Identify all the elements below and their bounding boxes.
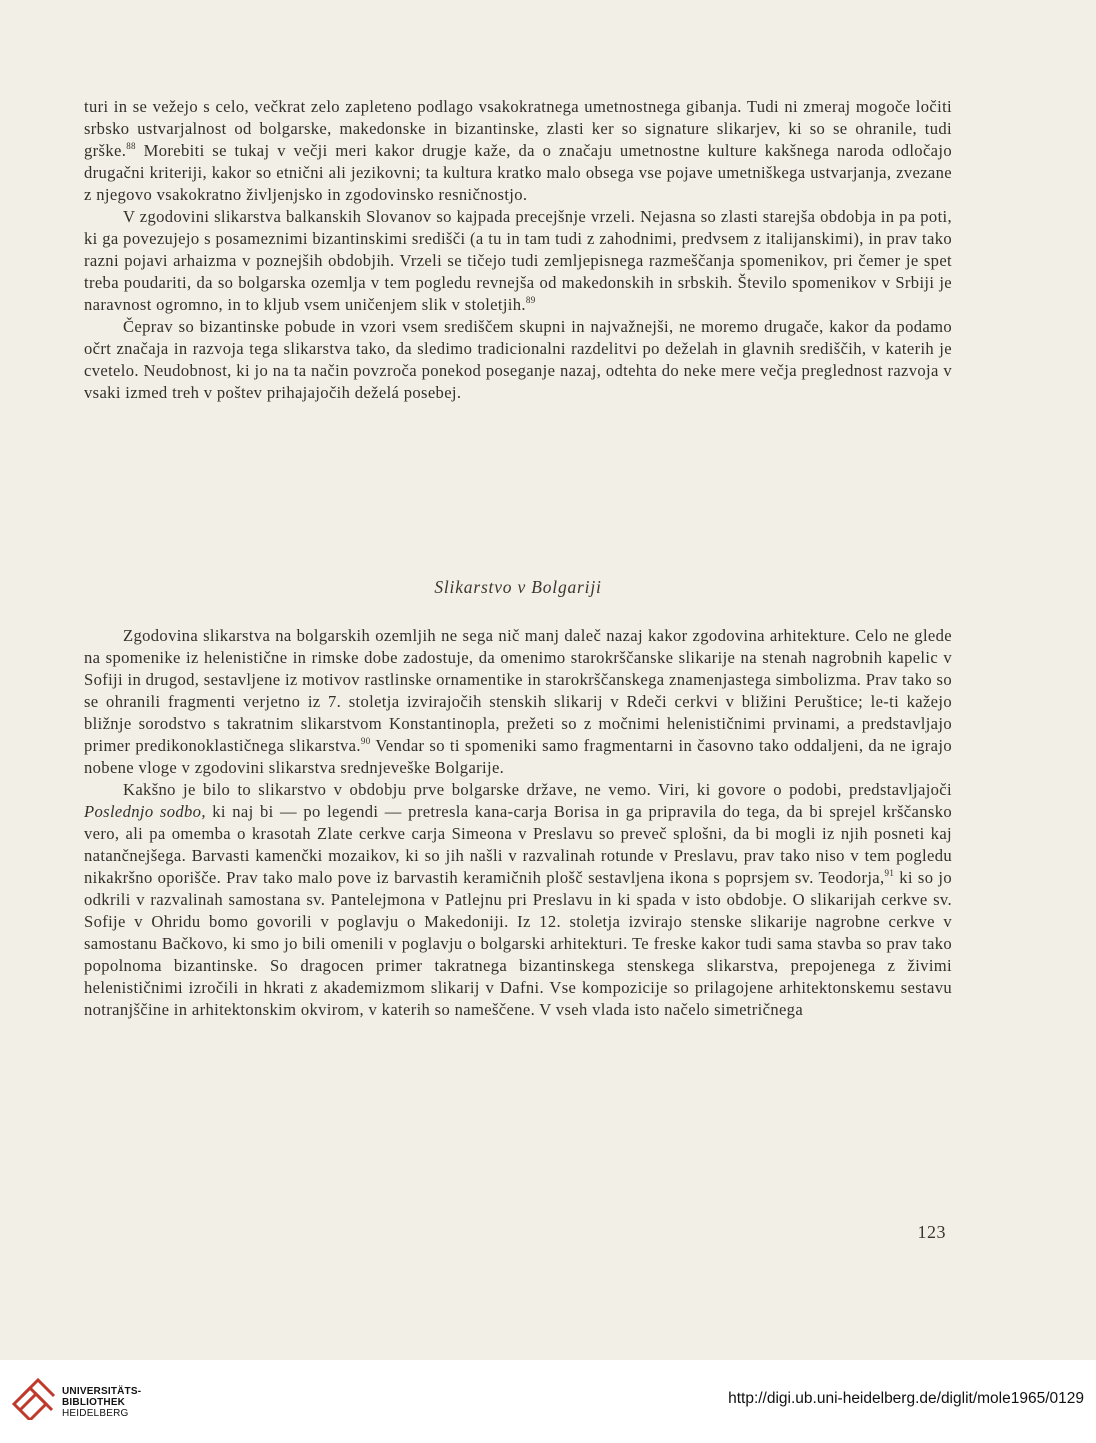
paragraph-1 bbox=[84, 96, 952, 206]
paragraph-5 bbox=[84, 779, 952, 1021]
footer-bar bbox=[0, 1360, 1096, 1443]
paragraph-5-text-c: ki so jo odkrili v razvalinah samostana sv. Pantelejmona v Patlejnu pri Preslavu in ki spada v isto obdobje. O slikarijah cerkve sv. Sofije v Ohridu bomo govorili v poglavju o Makedoniji. Iz 12. stoletja izvirajo stenske slikarije nagrobne cerkve v samostanu Bačkovo, ki smo jo bili omenili v poglavju o bolgarski arhitekturi. Te freske kakor tudi sama stavba so prav tako popolnoma bizantinske. So dragocen primer takratnega bizantinskega stenskega slikarstva, prepojenega z živimi helenističnimi izročili in hkrati z akademizmom slikarij v Dafni. Vse kompozicije so prilagojene arhitektonskemu sestavu notranjščine in arhitektonskim okvirom, v katerih so nameščene. V vseh vlada isto načelo simetričnega bbox=[84, 868, 952, 1019]
logo-line-1: UNIVERSITÄTS- bbox=[62, 1386, 142, 1397]
page-number: 123 bbox=[917, 1222, 946, 1242]
library-logo-text bbox=[62, 1386, 141, 1419]
footnote-ref-91: 91 bbox=[884, 868, 895, 878]
paragraph-4-text-b: Vendar so ti spomeniki samo fragmentarni in časovno tako oddaljeni, da ne igrajo nobene vloge v zgodovini slikarstva srednjeveške Bolgarije. bbox=[84, 736, 952, 777]
section-heading: Slikarstvo v Bolgariji bbox=[434, 577, 602, 597]
paragraph-4-text-a: Zgodovina slikarstva na bolgarskih ozemljih ne sega nič manj daleč nazaj kakor zgodovina arhitekture. Celo ne glede na spomenike iz helenistične in rimske dobe zadostuje, da omenimo starokrščanske slikarije na stenah nagrobnih kapelic v Sofiji in drugod, sestavljene iz motivov rastlinske ornamentike in starokrščanskega znamenjastega simbolizma. Prav tako so se ohranili fragmenti verjetno iz 7. stoletja izvirajočih stenskih slikarij v Rdeči cerkvi v bližini Peruštice; le-ti kažejo bližnje sorodstvo s takratnim slikarstvom Konstantinopla, prežeti so z močnimi helenističnimi prvinami, a predstavljajo primer predikonoklastičnega slikarstva. bbox=[84, 626, 952, 755]
body-text bbox=[84, 96, 952, 404]
paragraph-1-text-b: Morebiti se tukaj v večji meri kakor drugje kaže, da o značaju umetnostne kulture kakšnega naroda odločajo drugačni kriteriji, kakor so etnični ali jezikovni; ta kultura kratko malo obsega vse pojave umetniškega ustvarjanja, zvezane z njegovo vsakokratno življenjsko in zgodovinsko resničnostjo. bbox=[84, 141, 952, 204]
logo-line-2: BIBLIOTHEK bbox=[62, 1397, 126, 1408]
paragraph-4 bbox=[84, 625, 952, 779]
body-text-section bbox=[84, 625, 952, 1021]
paragraph-3-text: Čeprav so bizantinske pobude in vzori vsem središčem skupni in najvažnejši, ne moremo drugače, kakor da podamo očrt značaja in razvoja tega slikarstva tako, da sledimo tradicionalni razdelitvi po deželah in glavnih središčih, v katerih je cvetelo. Neudobnost, ki jo na ta način povzroča ponekod poseganje nazaj, odtehta do neke mere večja preglednost razvoja v vsaki izmed treh v poštev prihajajočih deželá posebej. bbox=[84, 317, 952, 402]
paragraph-2 bbox=[84, 206, 952, 316]
paragraph-1-text-a: turi in se vežejo s celo, večkrat zelo zapleteno podlago vsakokratnega umetnostnega gibanja. Tudi ni zmeraj mogoče ločiti srbsko ustvarjalnost od bolgarske, makedonske in bizantinske, zlasti ker so signature slikarjev, ki so se ohranile, tudi grške. bbox=[84, 97, 952, 160]
logo-line-3: HEIDELBERG bbox=[62, 1408, 129, 1419]
permalink-url[interactable]: http://digi.ub.uni-heidelberg.de/diglit/mole1965/0129 bbox=[728, 1390, 1084, 1407]
paragraph-5-italic: Poslednjo sodbo, bbox=[84, 802, 206, 821]
paragraph-5-text-a: Kakšno je bilo to slikarstvo v obdobju prve bolgarske države, ne vemo. Viri, ki govore o podobi, predstavljajoči bbox=[123, 780, 952, 799]
paragraph-5-text-b: ki naj bi — po legendi — pretresla kana-carja Borisa in ga pripravila do tega, da bi sprejel krščansko vero, ali pa omemba o krasotah Zlate cerkve carja Simeona v Preslavu so preveč splošni, da bi mogli iz njih posneti kaj natančnejšega. Barvasti kamenčki mozaikov, ki so jih našli v razvalinah rotunde v Preslavu, prav tako niso v tem pogledu nikakršno oporišče. Prav tako malo pove iz barvastih keramičnih plošč sestavljena ikona s poprsjem sv. Teodorja, bbox=[84, 802, 952, 887]
paragraph-3 bbox=[84, 316, 952, 404]
footnote-ref-88: 88 bbox=[126, 141, 136, 151]
footnote-ref-89: 89 bbox=[525, 295, 536, 305]
paragraph-2-text: V zgodovini slikarstva balkanskih Slovanov so kajpada precejšnje vrzeli. Nejasna so zlasti starejša obdobja in pa poti, ki ga povezujejo s posameznimi bizantinskimi središči (a tu in tam tudi z zahodnimi, predvsem z italijanskimi), in prav tako razni pojavi arhaizma v poznejših obdobjih. Vrzeli se tičejo tudi zemljepisnega razmeščanja spomenikov, pri čemer je spet treba poudariti, da so bolgarska ozemlja v tem pogledu revnejša od makedonskih in srbskih. Število spomenikov v Srbiji je naravnost ogromno, in to kljub vsem uničenjem slik v stoletjih. bbox=[84, 207, 952, 314]
library-logo-icon bbox=[10, 1374, 56, 1420]
footnote-ref-90: 90 bbox=[360, 736, 371, 746]
